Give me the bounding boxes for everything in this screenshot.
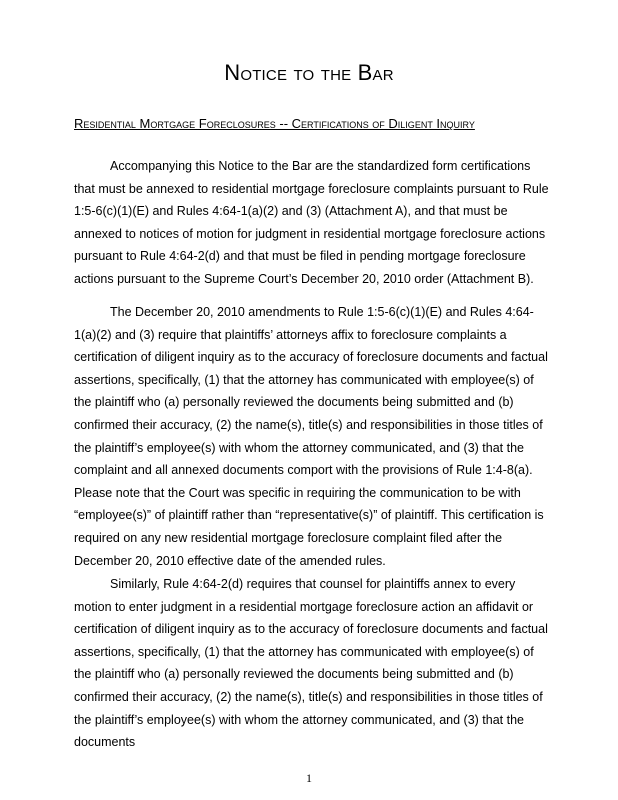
page-number: 1 <box>306 771 312 785</box>
body-paragraph: Accompanying this Notice to the Bar are the standardized form certifications that must be annexed to residential mortgage foreclosure complaints pursuant to Rule 1:5-6(c)(1)(E) and Rules 4:64-1(a)(2) and (3) (Attachment A), and that must be annexed to notices of motion for judgment in residential mortgage foreclosure actions pursuant to Rule 4:64-2(d) and that must be filed in pending mortgage foreclosure actions pursuant to the Supreme Court’s December 20, 2010 order (Attachment B). <box>74 159 549 286</box>
page-subtitle: Residential Mortgage Foreclosures -- Certifications of Diligent Inquiry <box>74 116 475 131</box>
body-paragraph: The December 20, 2010 amendments to Rule 1:5-6(c)(1)(E) and Rules 4:64-1(a)(2) and (3) require that plaintiffs’ attorneys affix to foreclosure complaints a certification of diligent inquiry as to the accuracy of foreclosure documents and factual assertions, specifically, (1) that the attorney has communicated with employee(s) of the plaintiff who (a) personally reviewed the documents being submitted and (b) confirmed their accuracy, (2) the name(s), title(s) and responsibilities in those titles of the plaintiff’s employee(s) with whom the attorney communicated, and (3) that the complaint and all annexed documents comport with the provisions of Rule 1:4-8(a). Please note that the Court was specific in requiring the communication to be with “employee(s)” of plaintiff rather than “representative(s)” of plaintiff. This certification is required on any new residential mortgage foreclosure complaint filed after the December 20, 2010 effective date of the amended rules. <box>74 305 548 568</box>
body-paragraph-1-container <box>74 155 552 291</box>
body-paragraph-2-container <box>74 301 552 572</box>
body-paragraph-3-container <box>74 573 552 754</box>
page-title: Notice to the Bar <box>224 60 394 85</box>
body-paragraph: Similarly, Rule 4:64-2(d) requires that counsel for plaintiffs annex to every motion to enter judgment in a residential mortgage foreclosure action an affidavit or certification of diligent inquiry as to the accuracy of foreclosure documents and factual assertions, specifically, (1) that the attorney has communicated with employee(s) of the plaintiff who (a) personally reviewed the documents being submitted and (b) confirmed their accuracy, (2) the name(s), title(s) and responsibilities in those titles of the plaintiff’s employee(s) with whom the attorney communicated, and (3) that the documents <box>74 577 548 750</box>
